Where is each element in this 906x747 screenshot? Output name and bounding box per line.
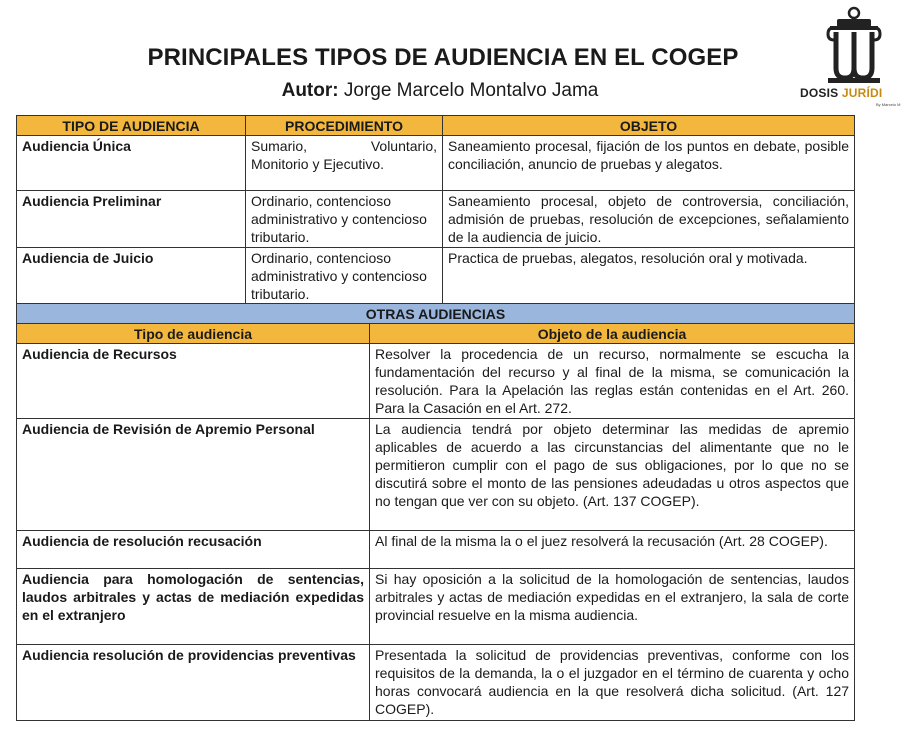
tipo-cell: Audiencia de Revisión de Apremio Personal xyxy=(17,419,370,531)
table-row xyxy=(17,645,855,721)
header-procedimiento: PROCEDIMIENTO xyxy=(246,116,443,136)
tipo-cell: Audiencia Preliminar xyxy=(17,191,246,248)
logo-subtitle: By Marcelo M xyxy=(876,102,901,107)
objeto-cell: La audiencia tendrá por objeto determinar las medidas de apremio aplicables de acuerdo a las circunstancias del alimentante que no le permitieron cumplir con el pago de sus obligaciones, por lo que no se discutirá sobre el monto de las pensiones adeudadas u otros aspectos que no tengan que ver con su objeto. (Art. 137 COGEP). xyxy=(370,419,855,531)
author-label: Autor: xyxy=(281,80,339,101)
header-tipo: TIPO DE AUDIENCIA xyxy=(17,116,246,136)
objeto-cell: Al final de la misma la o el juez resolverá la recusación (Art. 28 COGEP). xyxy=(370,531,855,569)
table-row xyxy=(17,419,855,531)
objeto-cell: Presentada la solicitud de providencias preventivas, conforme con los requisitos de la demanda, la o el juzgador en el término de cuarenta y ocho horas convocará audiencia en la que resolverá dicha solicitud. (Art. 127 COGEP). xyxy=(370,645,855,721)
table-row xyxy=(17,531,855,569)
pillar-icon xyxy=(800,4,906,88)
tipo-cell: Audiencia resolución de providencias preventivas xyxy=(17,645,370,721)
tipo-cell: Audiencia de Recursos xyxy=(17,344,370,419)
procedimiento-cell: Sumario, Voluntario, Monitorio y Ejecutivo. xyxy=(246,136,443,191)
procedimiento-cell: Ordinario, contencioso administrativo y contencioso tributario. xyxy=(246,248,443,304)
table-row xyxy=(17,191,855,248)
secondary-header-row xyxy=(17,324,855,344)
author-line xyxy=(0,80,906,102)
objeto-cell: Saneamiento procesal, fijación de los puntos en debate, posible conciliación, anuncio de pruebas y alegatos. xyxy=(443,136,855,191)
objeto-cell: Resolver la procedencia de un recurso, normalmente se escucha la fundamentación del recurso y al final de la misma, se comunicación la resolución. Para la Apelación las reglas están contenidas en el Art. 260. Para la Casación en el Art. 272. xyxy=(370,344,855,419)
table-row xyxy=(17,248,855,304)
otras-audiencias-band xyxy=(17,304,855,324)
header-tipo-audiencia: Tipo de audiencia xyxy=(17,324,370,344)
audiencias-table xyxy=(16,115,855,721)
objeto-cell: Practica de pruebas, alegatos, resolución oral y motivada. xyxy=(443,248,855,304)
page-title: PRINCIPALES TIPOS DE AUDIENCIA EN EL COGEP xyxy=(147,44,739,71)
header-objeto: OBJETO xyxy=(443,116,855,136)
tipo-cell: Audiencia Única xyxy=(17,136,246,191)
author-name: Jorge Marcelo Montalvo Jama xyxy=(343,80,599,101)
tipo-cell: Audiencia de resolución recusación xyxy=(17,531,370,569)
tipo-cell: Audiencia de Juicio xyxy=(17,248,246,304)
procedimiento-cell: Ordinario, contencioso administrativo y contencioso tributario. xyxy=(246,191,443,248)
tipo-cell: Audiencia para homologación de sentencias, laudos arbitrales y actas de mediación expedidas en el extranjero xyxy=(17,569,370,645)
header-objeto-audiencia: Objeto de la audiencia xyxy=(370,324,855,344)
objeto-cell: Si hay oposición a la solicitud de la homologación de sentencias, laudos arbitrales y actas de mediación expedidas en el extranjero, la sala de corte provincial resuelve en la misma audiencia. xyxy=(370,569,855,645)
logo-brand-text: DOSIS JURÍDI xyxy=(800,86,883,100)
band-label: OTRAS AUDIENCIAS xyxy=(17,304,855,324)
table-row xyxy=(17,344,855,419)
main-header-row xyxy=(17,116,855,136)
dosis-juridica-logo xyxy=(800,4,906,114)
table-row xyxy=(17,569,855,645)
objeto-cell: Saneamiento procesal, objeto de controversia, conciliación, admisión de pruebas, resolución de excepciones, señalamiento de la audiencia de juicio. xyxy=(443,191,855,248)
table-row xyxy=(17,136,855,191)
